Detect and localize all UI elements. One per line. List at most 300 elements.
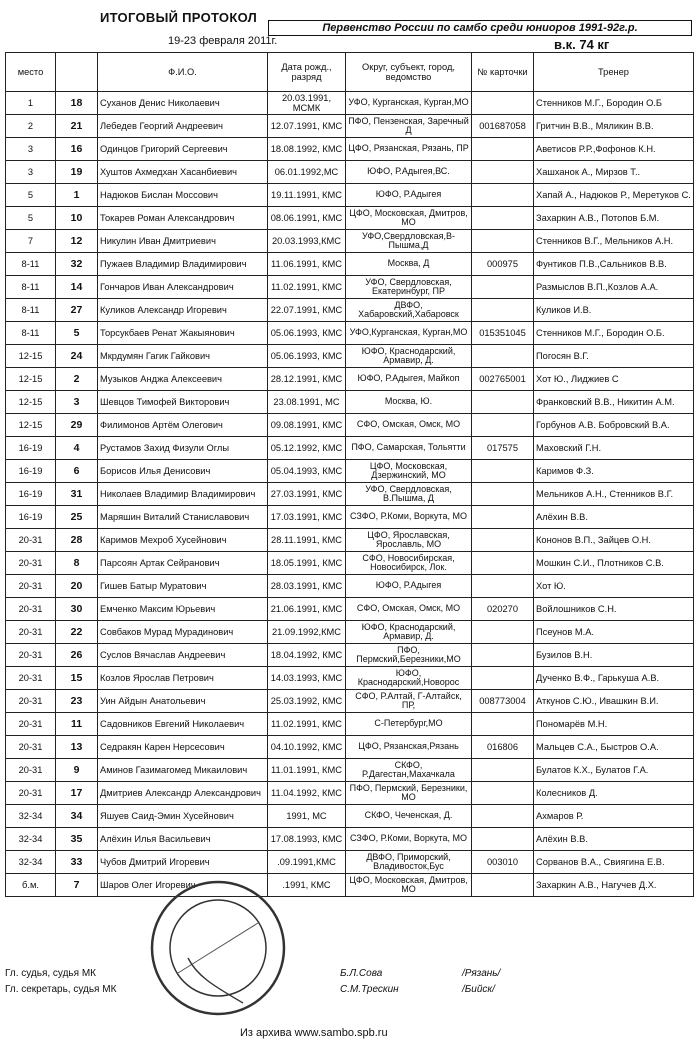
cell-place: 20-31 [6,575,56,598]
cell-place: 20-31 [6,552,56,575]
cell-number: 27 [56,299,98,322]
table-row [6,322,694,345]
cell-region: СКФО, Чеченская, Д. [346,805,472,828]
cell-number: 18 [56,92,98,115]
table-row [6,713,694,736]
cell-dob: 25.03.1992, КМС [268,690,346,713]
table-row [6,667,694,690]
cell-number: 16 [56,138,98,161]
cell-name: Хуштов Ахмедхан Хасанбиевич [98,161,268,184]
cell-place: 32-34 [6,805,56,828]
cell-dob: 28.12.1991, КМС [268,368,346,391]
cell-coach: Аткунов С.Ю., Ивашкин В.И. [534,690,694,713]
cell-name: Гишев Батыр Муратович [98,575,268,598]
cell-region: ЮФО, Р.Адыгея [346,575,472,598]
cell-name: Филимонов Артём Олегович [98,414,268,437]
table-row [6,345,694,368]
cell-dob: 14.03.1993, КМС [268,667,346,690]
cell-card [472,782,534,805]
cell-number: 30 [56,598,98,621]
cell-name: Козлов Ярослав Петрович [98,667,268,690]
cell-card: 015351045 [472,322,534,345]
cell-card [472,483,534,506]
cell-number: 4 [56,437,98,460]
cell-number: 9 [56,759,98,782]
cell-dob: 27.03.1991, КМС [268,483,346,506]
cell-name: Никулин Иван Дмитриевич [98,230,268,253]
cell-place: 8-11 [6,322,56,345]
results-table [5,52,694,897]
cell-coach: Стенников В.Г., Мельников А.Н. [534,230,694,253]
cell-card [472,161,534,184]
cell-coach: Франковский В.В., Никитин А.М. [534,391,694,414]
table-row [6,805,694,828]
cell-coach: Кононов В.П., Зайцев О.Н. [534,529,694,552]
table-row [6,552,694,575]
cell-region: СФО, Р.Алтай, Г-Алтайск, ПР, [346,690,472,713]
chief-judge-label: Гл. судья, судья МК [5,968,96,979]
cell-dob: 05.12.1992, КМС [268,437,346,460]
cell-number: 19 [56,161,98,184]
cell-place: 3 [6,138,56,161]
cell-name: Седракян Карен Нерсесович [98,736,268,759]
footer-labels [5,966,116,998]
cell-number: 5 [56,322,98,345]
cell-name: Мкрдумян Гагик Гайкович [98,345,268,368]
cell-card [472,299,534,322]
cell-name: Рустамов Захид Физули Оглы [98,437,268,460]
col-header-name: Ф.И.О. [98,53,268,92]
cell-dob: 05.06.1993, КМС [268,322,346,345]
cell-name: Каримов Мехроб Хусейнович [98,529,268,552]
table-row [6,874,694,897]
chief-secretary-label: Гл. секретарь, судья МК [5,984,117,995]
cell-place: 1 [6,92,56,115]
cell-coach: Фунтиков П.В.,Сальников В.В. [534,253,694,276]
cell-card [472,506,534,529]
cell-place: 32-34 [6,828,56,851]
cell-card [472,345,534,368]
cell-region: ПФО, Пермский, Березники, МО [346,782,472,805]
cell-region: ЮФО, Краснодарский, Армавир, Д. [346,345,472,368]
cell-place: 20-31 [6,644,56,667]
cell-dob: .09.1991,КМС [268,851,346,874]
cell-name: Аминов Газимагомед Микаилович [98,759,268,782]
cell-card [472,552,534,575]
table-row [6,253,694,276]
cell-card: 002765001 [472,368,534,391]
cell-card: 000975 [472,253,534,276]
col-header-card: № карточки [472,53,534,92]
cell-name: Чубов Дмитрий Игоревич [98,851,268,874]
table-row [6,184,694,207]
cell-card [472,828,534,851]
cell-number: 7 [56,874,98,897]
cell-region: ЦФО, Московская, Дмитров, МО [346,207,472,230]
cell-name: Яшуев Саид-Эмин Хусейнович [98,805,268,828]
table-row [6,736,694,759]
cell-card: 017575 [472,437,534,460]
table-row [6,851,694,874]
cell-number: 11 [56,713,98,736]
cell-coach: Хашханок А., Мирзов Т.. [534,161,694,184]
cell-dob: 09.08.1991, КМС [268,414,346,437]
cell-region: ЦФО, Ярославская, Ярославль, МО [346,529,472,552]
cell-card [472,391,534,414]
cell-region: С-Петербург,МО [346,713,472,736]
cell-number: 1 [56,184,98,207]
cell-number: 32 [56,253,98,276]
cell-region: ЮФО, Р.Адыгея [346,184,472,207]
cell-name: Шевцов Тимофей Викторович [98,391,268,414]
cell-place: 8-11 [6,299,56,322]
cell-number: 21 [56,115,98,138]
cell-dob: 11.02.1991, КМС [268,276,346,299]
cell-coach: Стенников М.Г., Бородин О.Б [534,92,694,115]
cell-dob: 19.11.1991, КМС [268,184,346,207]
cell-card [472,713,534,736]
cell-region: ПФО, Пермский,Березники,МО [346,644,472,667]
cell-dob: 21.09.1992,КМС [268,621,346,644]
cell-coach: Мельников А.Н., Стенников В.Г. [534,483,694,506]
chief-judge-name: Б.Л.Сова [340,968,383,979]
table-row [6,598,694,621]
col-header-region: Округ, субъект, город, ведомство [346,53,472,92]
cell-place: 12-15 [6,345,56,368]
cell-number: 35 [56,828,98,851]
cell-number: 8 [56,552,98,575]
cell-name: Уин Айдын Анатольевич [98,690,268,713]
weight-class: в.к. 74 кг [554,37,610,52]
cell-number: 23 [56,690,98,713]
cell-name: Садовников Евгений Николаевич [98,713,268,736]
cell-card [472,92,534,115]
cell-coach: Бузилов В.Н. [534,644,694,667]
cell-place: 32-34 [6,851,56,874]
cell-coach: Гритчин В.В., Мяликин В.В. [534,115,694,138]
cell-dob: 11.04.1992, КМС [268,782,346,805]
cell-place: 20-31 [6,782,56,805]
cell-dob: 23.08.1991, МС [268,391,346,414]
cell-number: 14 [56,276,98,299]
cell-card [472,644,534,667]
cell-place: 3 [6,161,56,184]
table-row [6,230,694,253]
cell-region: СЗФО, Р.Коми, Воркута, МО [346,506,472,529]
cell-place: 20-31 [6,759,56,782]
cell-coach: Захаркин А.В., Потопов Б.М. [534,207,694,230]
table-row [6,115,694,138]
cell-place: 12-15 [6,414,56,437]
cell-dob: 18.05.1991, КМС [268,552,346,575]
cell-number: 10 [56,207,98,230]
cell-name: Борисов Илья Денисович [98,460,268,483]
cell-place: 7 [6,230,56,253]
championship-title: Первенство России по самбо среди юниоров 1991-92г.р. [268,20,692,36]
cell-coach: Куликов И.В. [534,299,694,322]
cell-place: 5 [6,207,56,230]
cell-coach: Колесников Д. [534,782,694,805]
cell-region: СФО, Новосибирская, Новосибирск, Лок. [346,552,472,575]
cell-place: 20-31 [6,690,56,713]
cell-dob: 18.08.1992, КМС [268,138,346,161]
cell-card [472,230,534,253]
cell-dob: 20.03.1993,КМС [268,230,346,253]
table-header-row [6,53,694,92]
cell-dob: 22.07.1991, КМС [268,299,346,322]
cell-place: 16-19 [6,483,56,506]
table-row [6,690,694,713]
cell-card: 008773004 [472,690,534,713]
cell-number: 12 [56,230,98,253]
cell-name: Куликов Александр Игоревич [98,299,268,322]
cell-region: ЮФО, Р.Адыгея, Майкоп [346,368,472,391]
cell-region: ЮФО, Краснодарский,Новорос [346,667,472,690]
cell-place: 2 [6,115,56,138]
cell-coach: Ахмаров Р. [534,805,694,828]
cell-coach: Пономарёв М.Н. [534,713,694,736]
cell-region: СФО, Омская, Омск, МО [346,414,472,437]
cell-name: Алёхин Илья Васильевич [98,828,268,851]
cell-dob: 17.03.1991, КМС [268,506,346,529]
cell-name: Одинцов Григорий Сергеевич [98,138,268,161]
cell-region: ЦФО, Рязанская, Рязань, ПР [346,138,472,161]
table-row [6,161,694,184]
cell-name: Торсукбаев Ренат Жакыянович [98,322,268,345]
table-row [6,506,694,529]
cell-coach: Сорванов В.А., Свиягина Е.В. [534,851,694,874]
cell-dob: 11.06.1991, КМС [268,253,346,276]
cell-coach: Погосян В.Г. [534,345,694,368]
cell-place: 12-15 [6,391,56,414]
cell-dob: 12.07.1991, КМС [268,115,346,138]
footer-cities [462,966,500,998]
cell-coach: Каримов Ф.З. [534,460,694,483]
cell-card [472,138,534,161]
table-row [6,92,694,115]
cell-number: 28 [56,529,98,552]
stamp-line [178,923,258,973]
cell-place: б.м. [6,874,56,897]
cell-card [472,207,534,230]
table-row [6,575,694,598]
cell-dob: 08.06.1991, КМС [268,207,346,230]
table-row [6,782,694,805]
results-table-body [6,92,694,897]
table-row [6,299,694,322]
cell-card [472,460,534,483]
cell-number: 13 [56,736,98,759]
results-table-wrapper [5,52,693,897]
table-row [6,138,694,161]
cell-dob: 28.03.1991, КМС [268,575,346,598]
cell-region: ПФО, Пензенская, Заречный Д [346,115,472,138]
cell-number: 20 [56,575,98,598]
cell-region: УФО,Свердловская,В-Пышма,Д [346,230,472,253]
cell-name: Суханов Денис Николаевич [98,92,268,115]
cell-region: Москва, Д [346,253,472,276]
cell-place: 8-11 [6,253,56,276]
chief-judge-city: /Рязань/ [462,968,501,979]
cell-card [472,276,534,299]
table-row [6,828,694,851]
cell-number: 33 [56,851,98,874]
cell-coach: Маховский Г.Н. [534,437,694,460]
table-row [6,644,694,667]
col-header-place: место [6,53,56,92]
cell-number: 24 [56,345,98,368]
cell-dob: 06.01.1992,МС [268,161,346,184]
cell-region: СФО, Омская, Омск, МО [346,598,472,621]
table-row [6,529,694,552]
cell-dob: 11.02.1991, КМС [268,713,346,736]
cell-card [472,759,534,782]
cell-name: Шаров Олег Игоревич [98,874,268,897]
cell-coach: Хот Ю. [534,575,694,598]
cell-region: Москва, Ю. [346,391,472,414]
cell-region: ПФО, Самарская, Тольятти [346,437,472,460]
cell-name: Маряшин Виталий Станиславович [98,506,268,529]
cell-card [472,529,534,552]
cell-region: СКФО, Р.Дагестан,Махачкала [346,759,472,782]
table-row [6,621,694,644]
event-dates: 19-23 февраля 2011г. [168,35,278,47]
cell-name: Пужаев Владимир Владимирович [98,253,268,276]
cell-coach: Войлошников С.Н. [534,598,694,621]
cell-dob: 05.04.1993, КМС [268,460,346,483]
cell-place: 8-11 [6,276,56,299]
cell-coach: Захаркин А.В., Нагучев Д.Х. [534,874,694,897]
cell-coach: Размыслов В.П.,Козлов А.А. [534,276,694,299]
cell-place: 5 [6,184,56,207]
cell-coach: Горбунов А.В. Бобровский В.А. [534,414,694,437]
cell-name: Надюков Бислан Моссович [98,184,268,207]
cell-name: Совбаков Мурад Мурадинович [98,621,268,644]
cell-place: 20-31 [6,713,56,736]
cell-number: 2 [56,368,98,391]
cell-number: 26 [56,644,98,667]
table-row [6,207,694,230]
cell-coach: Хот Ю., Лиджиев С [534,368,694,391]
cell-name: Дмитриев Александр Александрович [98,782,268,805]
cell-region: ЮФО, Краснодарский, Армавир, Д. [346,621,472,644]
col-header-dob: Дата рожд., разряд [268,53,346,92]
cell-place: 20-31 [6,736,56,759]
cell-region: УФО, Курганская, Курган,МО [346,92,472,115]
cell-coach: Псеунов М.А. [534,621,694,644]
cell-card: 001687058 [472,115,534,138]
cell-card [472,184,534,207]
table-row [6,368,694,391]
cell-dob: 1991, МС [268,805,346,828]
chief-secretary-name: С.М.Трескин [340,984,399,995]
cell-card [472,874,534,897]
cell-place: 20-31 [6,621,56,644]
col-header-number [56,53,98,92]
cell-coach: Дученко В.Ф., Гарькуша А.В. [534,667,694,690]
cell-coach: Аветисов Р.Р.,Фофонов К.Н. [534,138,694,161]
cell-dob: 05.06.1993, КМС [268,345,346,368]
cell-region: ЦФО, Московская, Дмитров, МО [346,874,472,897]
cell-region: ЮФО, Р.Адыгея,ВС. [346,161,472,184]
cell-place: 16-19 [6,437,56,460]
cell-region: ЦФО, Рязанская,Рязань [346,736,472,759]
cell-dob: 11.01.1991, КМС [268,759,346,782]
cell-dob: 20.03.1991, МСМК [268,92,346,115]
chief-secretary-city: /Бийск/ [462,984,495,995]
footer-signatures [340,966,399,998]
cell-card [472,575,534,598]
cell-dob: .1991, КМС [268,874,346,897]
cell-dob: 28.11.1991, КМС [268,529,346,552]
cell-place: 16-19 [6,460,56,483]
cell-place: 20-31 [6,667,56,690]
cell-dob: 04.10.1992, КМС [268,736,346,759]
cell-region: УФО, Свердловская, Екатеринбург, ПР [346,276,472,299]
table-row [6,391,694,414]
cell-name: Суслов Вячаслав Андреевич [98,644,268,667]
cell-dob: 17.08.1993, КМС [268,828,346,851]
protocol-title: ИТОГОВЫЙ ПРОТОКОЛ [100,10,258,25]
table-row [6,276,694,299]
table-row [6,460,694,483]
cell-place: 16-19 [6,506,56,529]
cell-number: 6 [56,460,98,483]
cell-number: 15 [56,667,98,690]
cell-coach: Мошкин С.И., Плотников С.В. [534,552,694,575]
cell-name: Токарев Роман Александрович [98,207,268,230]
cell-number: 31 [56,483,98,506]
cell-coach: Алёхин В.В. [534,828,694,851]
cell-number: 17 [56,782,98,805]
cell-coach: Хапай А., Надюков Р., Меретуков С. [534,184,694,207]
cell-name: Емченко Максим Юрьевич [98,598,268,621]
table-row [6,483,694,506]
cell-coach: Стенников М.Г., Бородин О.Б. [534,322,694,345]
cell-coach: Булатов К.Х., Булатов Г.А. [534,759,694,782]
cell-region: ЦФО, Московская, Дзержинский, МО [346,460,472,483]
cell-place: 20-31 [6,529,56,552]
source-note: Из архива www.sambo.spb.ru [240,1027,388,1039]
cell-number: 34 [56,805,98,828]
cell-coach: Алёхин В.В. [534,506,694,529]
table-row [6,414,694,437]
cell-region: ДВФО, Приморский, Владивосток,Бус [346,851,472,874]
cell-region: УФО, Свердловская, В.Пышма, Д [346,483,472,506]
cell-card [472,621,534,644]
cell-region: ДВФО, Хабаровский,Хабаровск [346,299,472,322]
cell-name: Николаев Владимир Владимирович [98,483,268,506]
cell-number: 29 [56,414,98,437]
cell-dob: 18.04.1992, КМС [268,644,346,667]
cell-card [472,414,534,437]
cell-name: Музыков Анджа Алексеевич [98,368,268,391]
cell-name: Лебедев Георгий Андреевич [98,115,268,138]
col-header-coach: Тренер [534,53,694,92]
cell-place: 12-15 [6,368,56,391]
cell-card [472,667,534,690]
cell-dob: 21.06.1991, КМС [268,598,346,621]
cell-number: 25 [56,506,98,529]
federation-stamp [148,878,288,1018]
cell-name: Парсоян Артак Сейранович [98,552,268,575]
cell-name: Гончаров Иван Александрович [98,276,268,299]
cell-card: 020270 [472,598,534,621]
cell-region: УФО,Курганская, Курган,МО [346,322,472,345]
cell-region: СЗФО, Р.Коми, Воркута, МО [346,828,472,851]
table-row [6,437,694,460]
cell-number: 3 [56,391,98,414]
